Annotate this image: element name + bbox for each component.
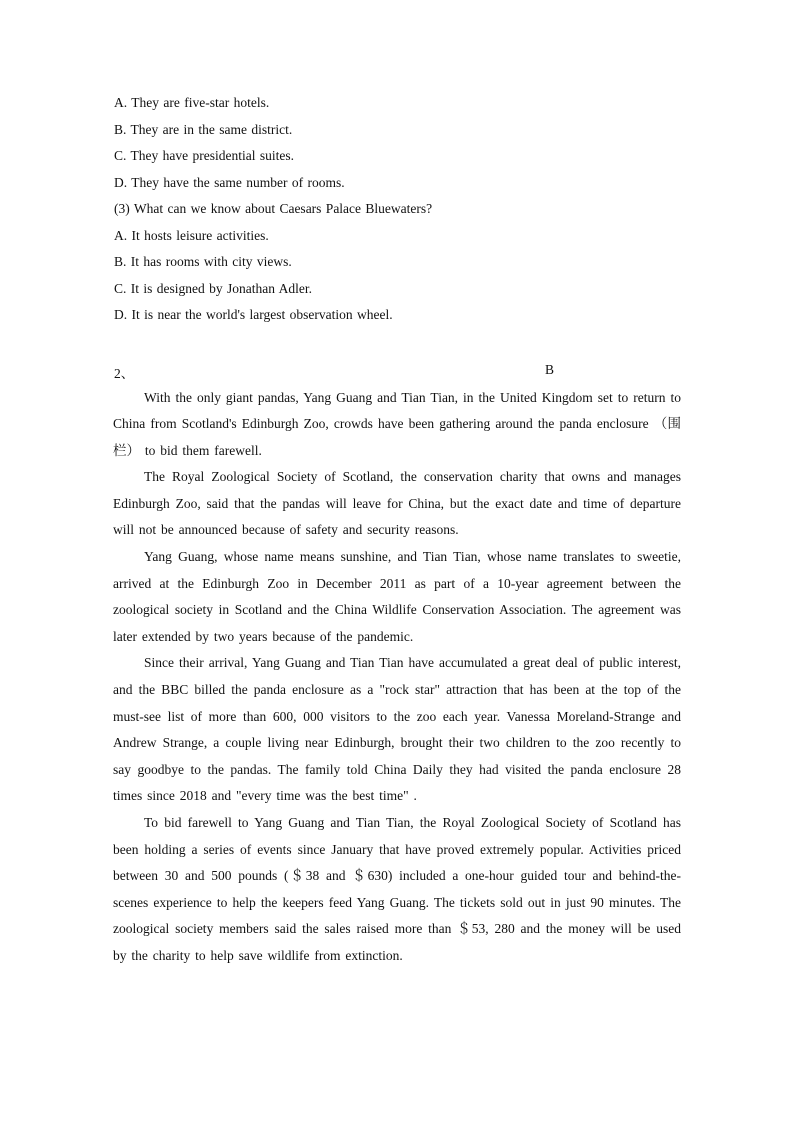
option-b: B. They are in the same district. (114, 121, 293, 137)
question-3-option-a: A. It hosts leisure activities. (114, 227, 269, 243)
option-d: D. They have the same number of rooms. (114, 174, 345, 190)
question-3-option-b: B. It has rooms with city views. (114, 254, 292, 269)
passage-paragraph-3: Yang Guang, whose name means sunshine, and Tian Tian, whose name translates to sweetie, arrived at the Edinburgh Zoo in December 2011 as part of a 10-year agreement between the zoological society in Scotland and the China Wildlife Conservation Association. The agreement was later extended by two years because of the pandemic. (113, 549, 681, 644)
passage-paragraph-4: Since their arrival, Yang Guang and Tian Tian have accumulated a great deal of public interest, and the BBC billed the panda enclosure as a "rock star" attraction that has been at the top of the must-see list of more than 600, 000 visitors to the zoo each year. Vanessa Moreland-Strange and Andrew Strange, a couple living near Edinburgh, brought their two children to the zoo recently to say goodbye to the pandas. The family told China Daily they had visited the panda enclosure 28 times since 2018 and "every time was the best time" . (113, 655, 681, 804)
reading-passage (113, 385, 681, 970)
section-number: 2、 (114, 366, 135, 381)
section-heading (114, 362, 554, 380)
option-a: A. They are five-star hotels. (114, 95, 270, 110)
question-3-stem: (3) What can we know about Caesars Palace Bluewaters? (114, 201, 433, 216)
passage-paragraph-2: The Royal Zoological Society of Scotland, the conservation charity that owns and manages Edinburgh Zoo, said that the pandas will leave for China, but the exact date and time of departure will not be announced because of safety and security reasons. (113, 469, 681, 538)
option-c: C. They have presidential suites. (114, 148, 294, 163)
passage-paragraph-1: With the only giant pandas, Yang Guang and Tian Tian, in the United Kingdom set to return to China from Scotland's Edinburgh Zoo, crowds have been gathering around the panda enclosure （围栏） to bid them farewell. (113, 389, 681, 458)
passage-paragraph-5: To bid farewell to Yang Guang and Tian Tian, the Royal Zoological Society of Scotland has been holding a series of events since January that have proved extremely popular. Activities priced between 30 and 500 pounds (＄38 and ＄630) included a one-hour guided tour and behind-the-scenes experience to help the keepers feed Yang Guang. The tickets sold out in just 90 minutes. The zoological society members said the sales raised more than ＄53, 280 and the money will be used by the charity to help save wildlife from extinction. (113, 815, 681, 963)
section-letter: B (544, 362, 554, 377)
question-3-option-c: C. It is designed by Jonathan Adler. (114, 280, 312, 296)
question-3-option-d: D. It is near the world's largest observation wheel. (114, 307, 393, 322)
